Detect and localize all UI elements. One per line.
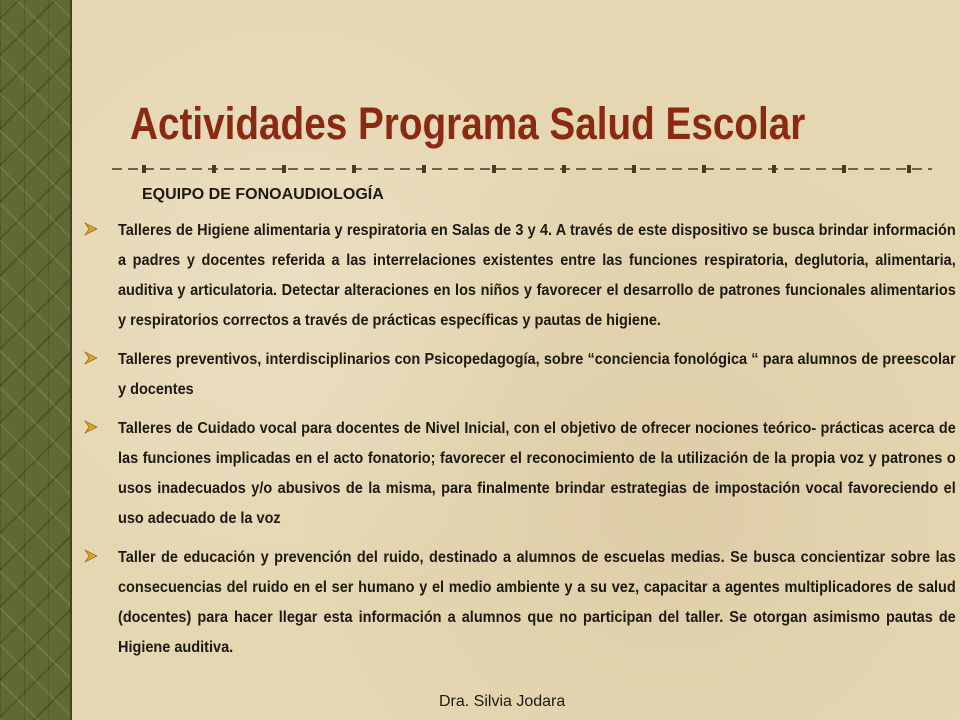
arrow-bullet-icon	[84, 351, 98, 365]
slide-title: Actividades Programa Salud Escolar	[130, 98, 806, 149]
bullet-text: Talleres de Cuidado vocal para docentes de Nivel Inicial, con el objetivo de ofrecer nociones teórico- prácticas acerca de las funciones implicadas en el acto fonatorio; favorecer el reconocimiento de la utilización de la propia voz y patrones o usos inadecuados y/o abusivos de la misma, para finalmente brindar estrategias de impostación vocal favoreciendo el uso adecuado de la voz	[118, 420, 956, 527]
bullet-item	[84, 543, 954, 663]
footer-author: Dra. Silvia Jodara	[439, 693, 566, 710]
decorative-left-band	[0, 0, 72, 720]
bullet-item	[84, 216, 954, 336]
arrow-bullet-icon	[84, 549, 98, 563]
bullet-item	[84, 345, 954, 405]
bullet-text: Taller de educación y prevención del ruido, destinado a alumnos de escuelas medias. Se busca concientizar sobre las consecuencias del ruido en el ser humano y el medio ambiente y a su vez, capacitar a agentes multiplicadores de salud (docentes) para hacer llegar esta información a alumnos que no participan del taller. Se otorgan asimismo pautas de Higiene auditiva.	[118, 549, 956, 656]
dashed-divider-rule	[112, 162, 932, 176]
bullet-text: Talleres de Higiene alimentaria y respiratoria en Salas de 3 y 4. A través de este dispositivo se busca brindar información a padres y docentes referida a las interrelaciones existentes entre las funciones respiratoria, deglutoria, alimentaria, auditiva y articulatoria. Detectar alteraciones en los niños y favorecer el desarrollo de patrones funcionales alimentarios y respiratorios correctos a través de prácticas específicas y pautas de higiene.	[118, 222, 956, 329]
bullet-list	[84, 216, 954, 672]
arrow-bullet-icon	[84, 222, 98, 236]
bullet-item	[84, 414, 954, 534]
section-subtitle: EQUIPO DE FONOAUDIOLOGÍA	[142, 186, 384, 203]
bullet-text: Talleres preventivos, interdisciplinarios con Psicopedagogía, sobre “conciencia fonológica “ para alumnos de preescolar y docentes	[118, 351, 956, 398]
arrow-bullet-icon	[84, 420, 98, 434]
